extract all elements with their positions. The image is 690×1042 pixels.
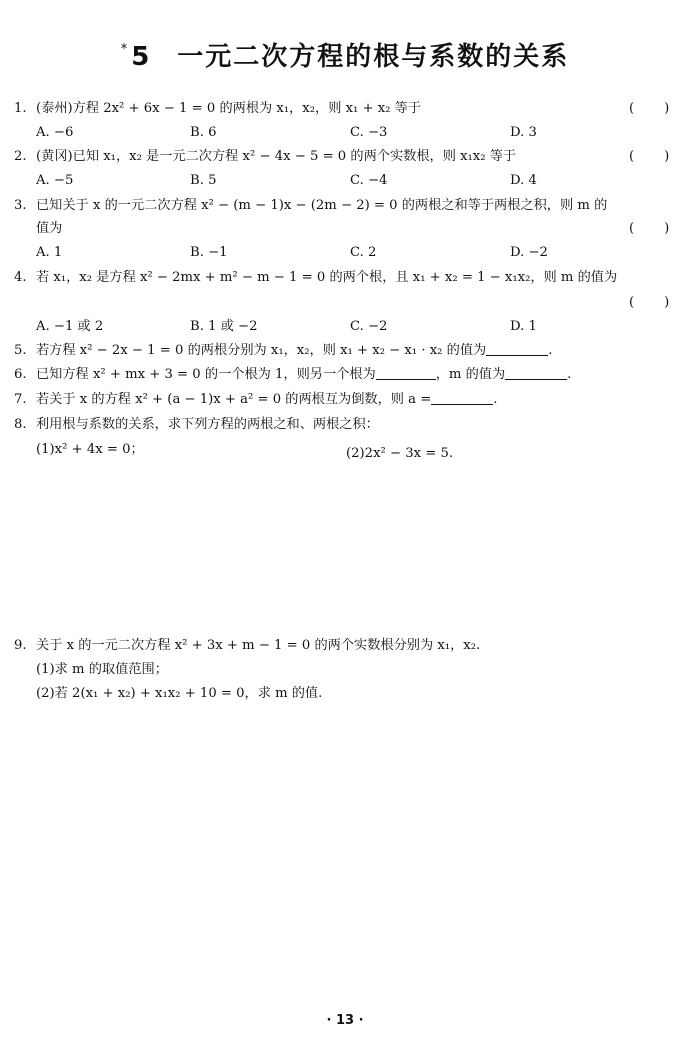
question-number: 6. xyxy=(14,367,27,382)
section-number: 5 xyxy=(131,42,152,72)
option-d: D. 3 xyxy=(510,125,537,140)
option-c: C. −3 xyxy=(350,125,388,140)
page-number: · 13 · xyxy=(326,1013,364,1028)
question-text: 利用根与系数的关系，求下列方程的两根之和、两根之积： xyxy=(36,417,379,432)
question-number: 7. xyxy=(14,392,27,407)
option-a: A. −1 或 2 xyxy=(36,319,104,334)
option-a: A. −6 xyxy=(36,125,74,140)
answer-blank[interactable] xyxy=(431,391,493,405)
subquestion-1: (1)求 m 的取值范围； xyxy=(36,662,168,677)
answer-blank[interactable] xyxy=(486,342,548,356)
option-b: B. −1 xyxy=(190,245,228,260)
answer-bracket[interactable]: ( ) xyxy=(629,295,670,310)
subquestion-1: (1)x² + 4x = 0； xyxy=(36,442,144,457)
subquestion-2: (2)若 2(x₁ + x₂) + x₁x₂ + 10 = 0，求 m 的值. xyxy=(36,686,323,701)
page-title xyxy=(0,36,690,73)
question-text: (泰州)方程 2x² + 6x − 1 = 0 的两根为 x₁，x₂，则 x₁ + x₂ 等于 xyxy=(36,101,422,116)
option-d: D. −2 xyxy=(510,245,548,260)
question-text: 若 x₁，x₂ 是方程 x² − 2mx + m² − m − 1 = 0 的两个根，且 x₁ + x₂ = 1 − x₁x₂，则 m 的值为 xyxy=(36,270,618,285)
question-text: 若关于 x 的方程 x² + (a − 1)x + a² = 0 的两根互为倒数，则 a = . xyxy=(36,392,498,407)
optional-star: * xyxy=(120,42,130,57)
question-number: 8. xyxy=(14,417,27,432)
option-b: B. 6 xyxy=(190,125,217,140)
option-a: A. 1 xyxy=(36,245,63,260)
question-text: 已知关于 x 的一元二次方程 x² − (m − 1)x − (2m − 2) = 0 的两根之和等于两根之积，则 m 的 xyxy=(36,198,608,213)
option-c: C. 2 xyxy=(350,245,377,260)
question-text: 已知方程 x² + mx + 3 = 0 的一个根为 1，则另一个根为 ，m 的值为 . xyxy=(36,367,572,382)
subquestion-2: (2)2x² − 3x = 5. xyxy=(346,446,454,461)
option-c: C. −4 xyxy=(350,173,388,188)
section-title: 一元二次方程的根与系数的关系 xyxy=(177,42,570,72)
question-text: (黄冈)已知 x₁，x₂ 是一元二次方程 x² − 4x − 5 = 0 的两个实数根，则 x₁x₂ 等于 xyxy=(36,149,517,164)
question-number: 9. xyxy=(14,638,27,653)
option-a: A. −5 xyxy=(36,173,74,188)
option-d: D. 1 xyxy=(510,319,537,334)
answer-blank[interactable] xyxy=(505,366,567,380)
question-text: 关于 x 的一元二次方程 x² + 3x + m − 1 = 0 的两个实数根分别为 x₁，x₂. xyxy=(36,638,481,653)
answer-bracket[interactable]: ( ) xyxy=(629,149,670,164)
option-b: B. 1 或 −2 xyxy=(190,319,258,334)
question-number: 1. xyxy=(14,101,27,116)
option-d: D. 4 xyxy=(510,173,537,188)
question-text: 若方程 x² − 2x − 1 = 0 的两根分别为 x₁，x₂，则 x₁ + x₂ − x₁ · x₂ 的值为 . xyxy=(36,343,553,358)
answer-blank[interactable] xyxy=(376,366,436,380)
option-b: B. 5 xyxy=(190,173,217,188)
question-number: 3. xyxy=(14,198,27,213)
question-number: 4. xyxy=(14,270,27,285)
answer-bracket[interactable]: ( ) xyxy=(629,221,670,236)
question-number: 5. xyxy=(14,343,27,358)
option-c: C. −2 xyxy=(350,319,388,334)
answer-bracket[interactable]: ( ) xyxy=(629,101,670,116)
question-number: 2. xyxy=(14,149,27,164)
question-text-continued: 值为 xyxy=(36,221,63,236)
